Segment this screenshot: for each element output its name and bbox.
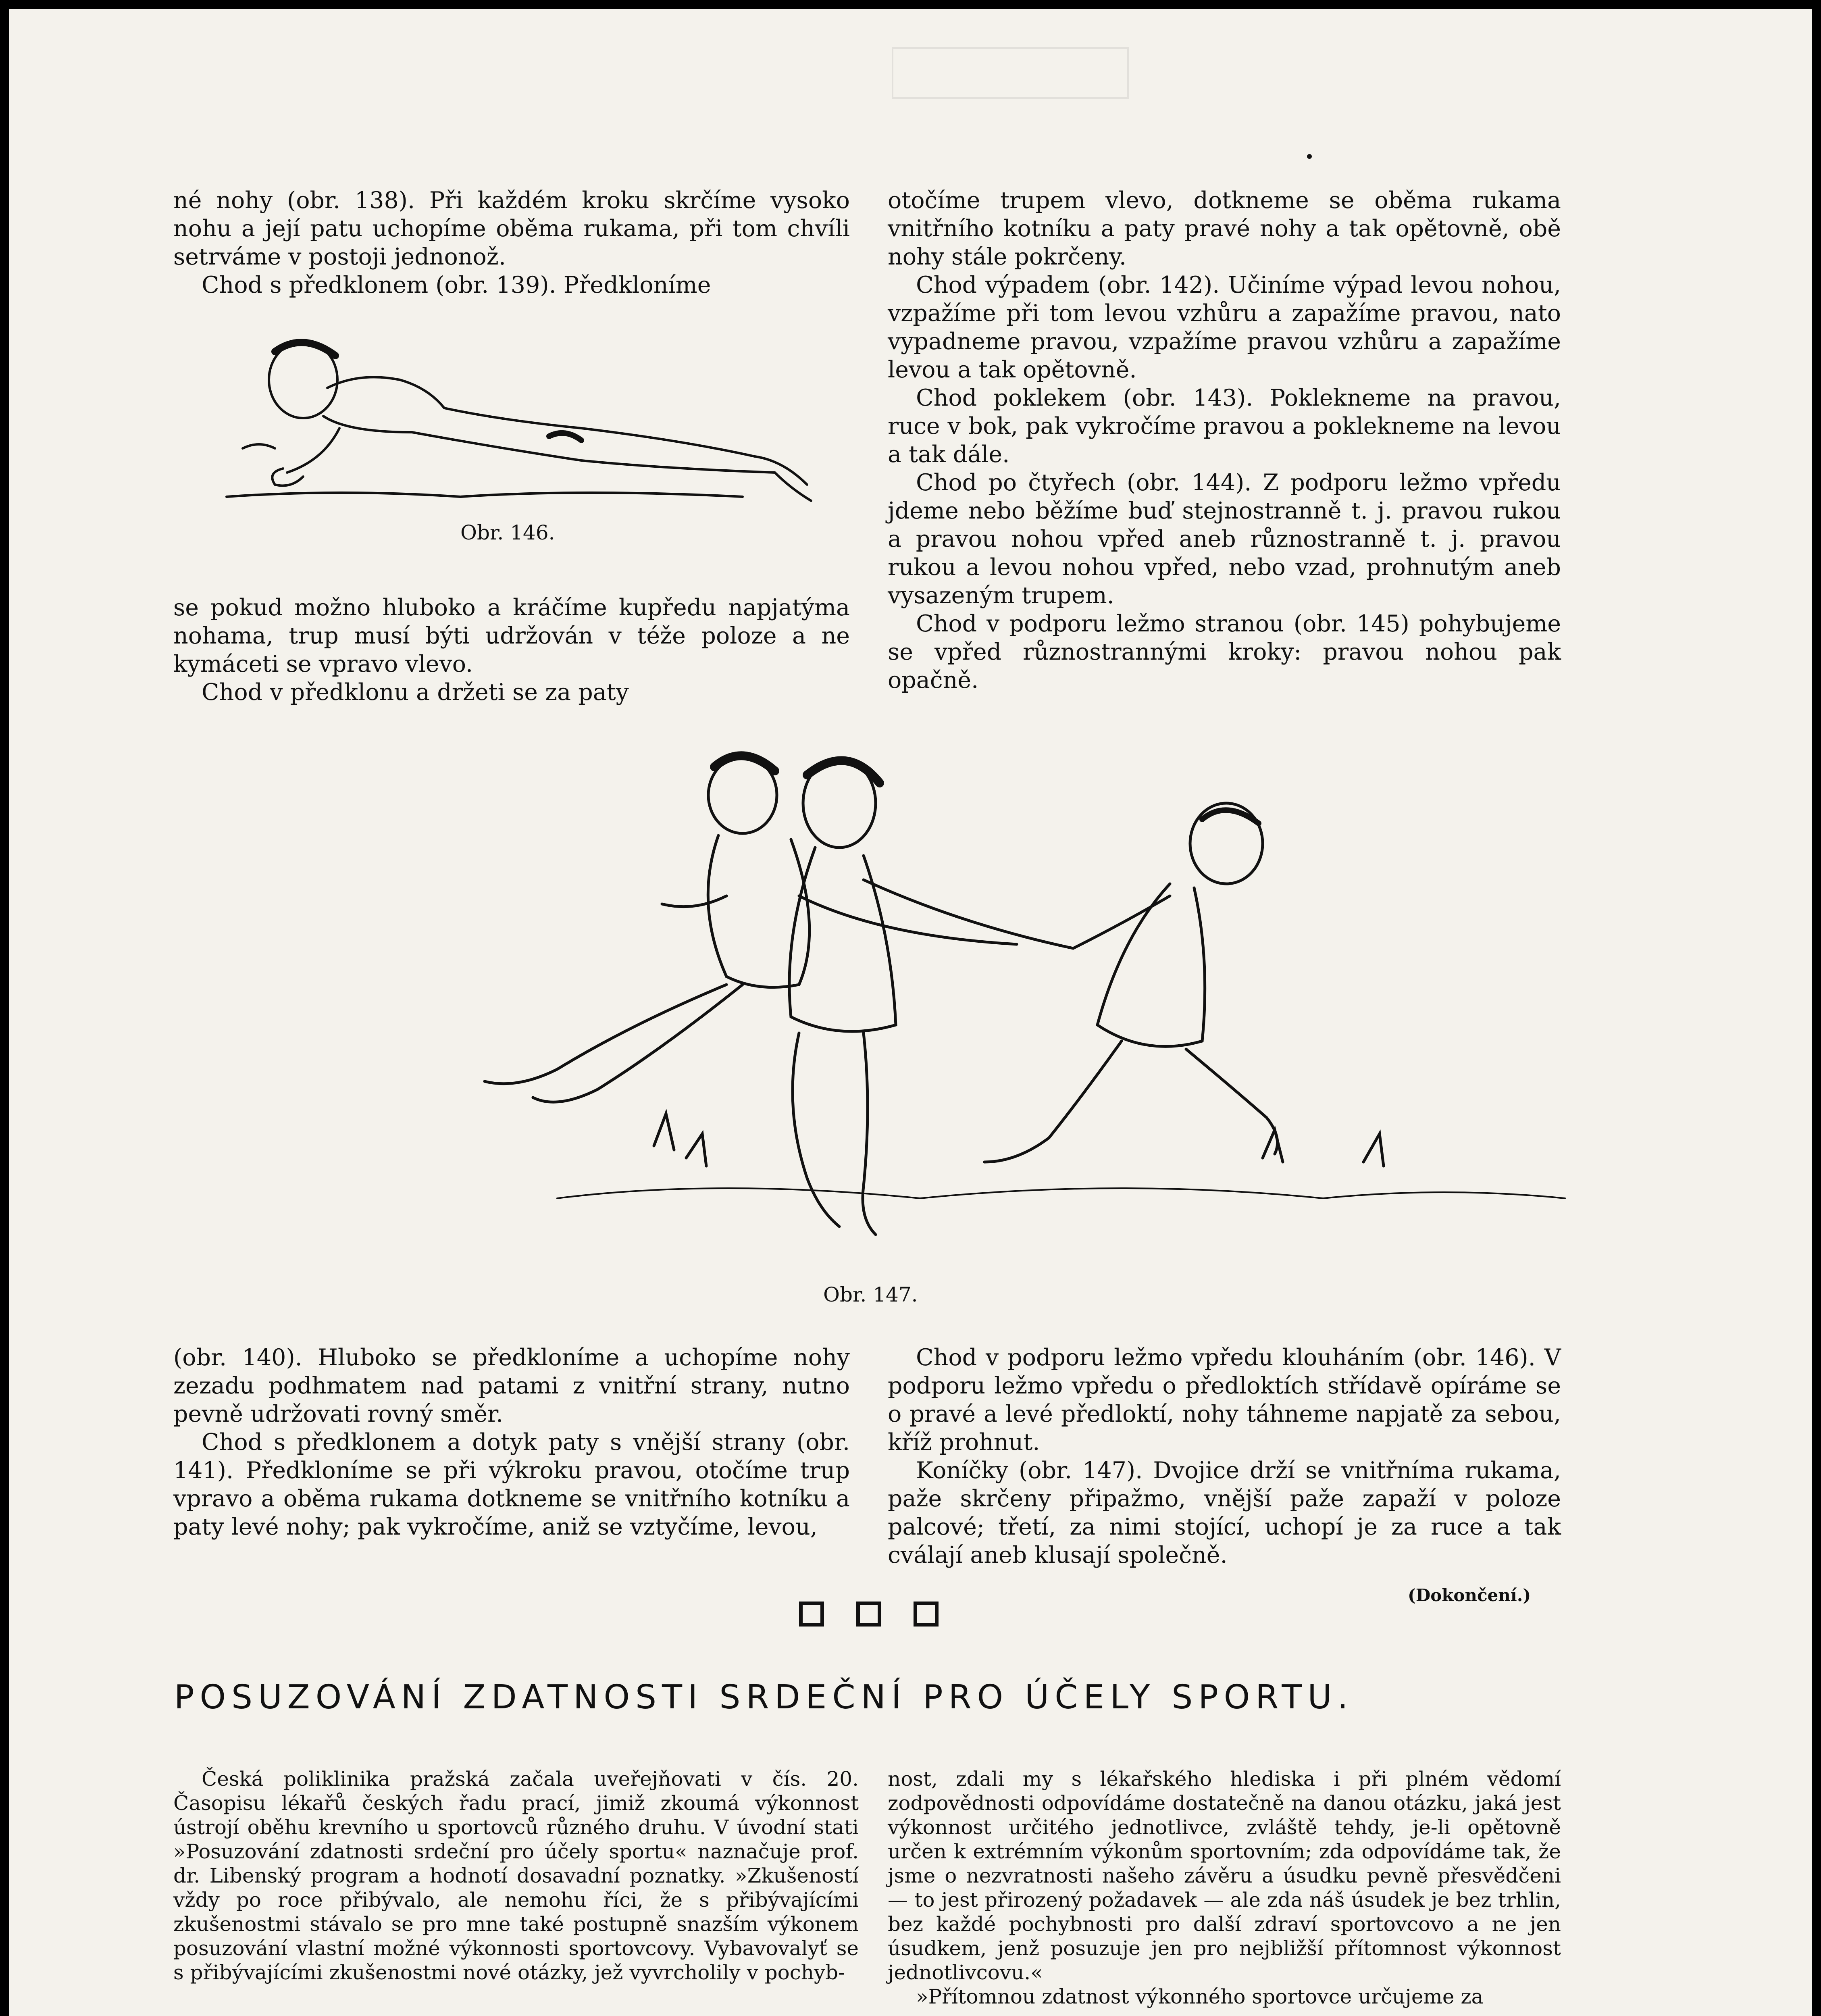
paragraph: se pokud možno hluboko a kráčíme kupředu napjatýma nohama, trup musí býti udržován v téže poloze a ne kymáceti se vpravo vlevo.	[173, 594, 850, 677]
article-col2	[888, 1767, 1561, 2009]
ink-dot	[1307, 154, 1312, 159]
col1-top	[173, 186, 850, 299]
paragraph: Chod po čtyřech (obr. 144). Z podporu ležmo vpředu jdeme nebo běžíme buď stejnostranně t. j. pravou rukou a pravou nohou vpřed aneb různostranně t. j. pravou rukou a levou nohou vpřed, nebo vzad, prohnutým aneb vysazeným trupem.	[888, 469, 1561, 609]
paragraph: (obr. 140). Hluboko se předkloníme a uchopíme nohy zezadu podhmatem nad patami z vnitřní strany, nutno pevně udržovati rovný směr.	[173, 1344, 850, 1427]
col1-bottom	[173, 1343, 850, 1541]
col2-bottom	[888, 1343, 1561, 1569]
paragraph: Chod poklekem (obr. 143). Poklekneme na pravou, ruce v bok, pak vykročíme pravou a poklekneme na levou a tak dále.	[888, 385, 1561, 468]
paragraph: Chod s předklonem a dotyk paty s vnější strany (obr. 141). Předkloníme se při výkroku pravou, otočíme trup vpravo a oběma rukama dotkneme se vnitřního kotníku a paty levé nohy; pak vykročíme, aniž se vztyčíme, levou,	[173, 1429, 850, 1540]
paragraph: otočíme trupem vlevo, dotkneme se oběma rukama vnitřního kotníku a paty pravé nohy a tak opětovně, obě nohy stále pokrčeny.	[888, 187, 1561, 270]
figure-147-caption: Obr. 147.	[823, 1283, 918, 1306]
article-title: POSUZOVÁNÍ ZDATNOSTI SRDEČNÍ PRO ÚČELY SPORTU.	[174, 1678, 1354, 1716]
section-divider	[799, 1602, 939, 1627]
archive-stamp	[892, 47, 1129, 99]
paragraph: Česká poliklinika pražská začala uveřejňovati v čís. 20. Časopisu lékařů českých řadu prací, jimiž zkoumá výkonnost ústrojí oběhu krevního u sportovců různého druhu. V úvodní stati »Posuzování zdatnosti srdeční pro účely sportu« naznačuje prof. dr. Libenský program a hodnotí dosavadní poznatky. »Zkušeností vždy po roce přibývalo, ale nemohu říci, že s přibývajícími zkušenostmi stávalo se pro mne také postupně snazším výkonem posuzování vlastní možné výkonnosti sportovcovy. Vybavovalyť se s přibývajícími zkušenostmi nové otázky, jež vyvrcholily v pochyb-	[173, 1767, 859, 1984]
paragraph: Chod v podporu ležmo stranou (obr. 145) pohybujeme se vpřed různostrannými kroky: pravou nohou pak opačně.	[888, 610, 1561, 694]
figure-146-caption: Obr. 146.	[460, 521, 555, 544]
divider-square-icon	[914, 1602, 939, 1627]
article-col1	[173, 1767, 859, 1985]
paragraph: »Přítomnou zdatnost výkonného sportovce určujeme za	[916, 1985, 1484, 2008]
paragraph: Chod s předklonem (obr. 139). Předkloníme	[202, 272, 711, 298]
figure-147-illustration	[436, 735, 1605, 1271]
magazine-page	[9, 9, 1812, 2016]
paragraph: né nohy (obr. 138). Při každém kroku skrčíme vysoko nohu a její patu uchopíme oběma rukama, při tom chvíli setrváme v postoji jednonož.	[173, 187, 850, 270]
paragraph: nost, zdali my s lékařského hlediska i při plném vědomí zodpovědnosti odpovídáme dostatečně na danou otázku, jaká jest výkonnost určitého jednotlivce, zvláště tehdy, je-li opětovně určen k extrémním výkonům sportovním; zda odpovídáme tak, že jsme o nezvratnosti našeho závěru a úsudku pevně přesvědčeni — to jest přirozený požadavek — ale zda náš úsudek je bez trhlin, bez každé pochybnosti pro další zdraví sportovcovo a ne jen úsudkem, jenž posuzuje jen pro nejbližší přítomnost výkonnost jednotlivcovu.«	[888, 1767, 1561, 1984]
paragraph: Chod v podporu ležmo vpředu klouháním (obr. 146). V podporu ležmo vpředu o předloktích střídavě opíráme se o pravé a levé předloktí, nohy táhneme napjatě za sebou, kříž prohnut.	[888, 1344, 1561, 1456]
col2-top	[888, 186, 1561, 694]
figure-146-illustration	[219, 327, 823, 521]
paragraph: Chod v předklonu a držeti se za paty	[202, 679, 629, 706]
col1-after-figure	[173, 594, 850, 706]
paragraph: Chod výpadem (obr. 142). Učiníme výpad levou nohou, vzpažíme při tom levou vzhůru a zapažíme pravou, nato vypadneme pravou, vzpažíme pravou vzhůru a zapažíme levou a tak opětovně.	[888, 272, 1561, 383]
continuation-note: (Dokončení.)	[1408, 1585, 1531, 1605]
divider-square-icon	[856, 1602, 881, 1627]
paragraph: Koníčky (obr. 147). Dvojice drží se vnitřníma rukama, paže skrčeny připažmo, vnější paže zapaží v poloze palcové; třetí, za nimi stojící, uchopí je za ruce a tak cválají aneb klusají společně.	[888, 1457, 1561, 1568]
divider-square-icon	[799, 1602, 824, 1627]
